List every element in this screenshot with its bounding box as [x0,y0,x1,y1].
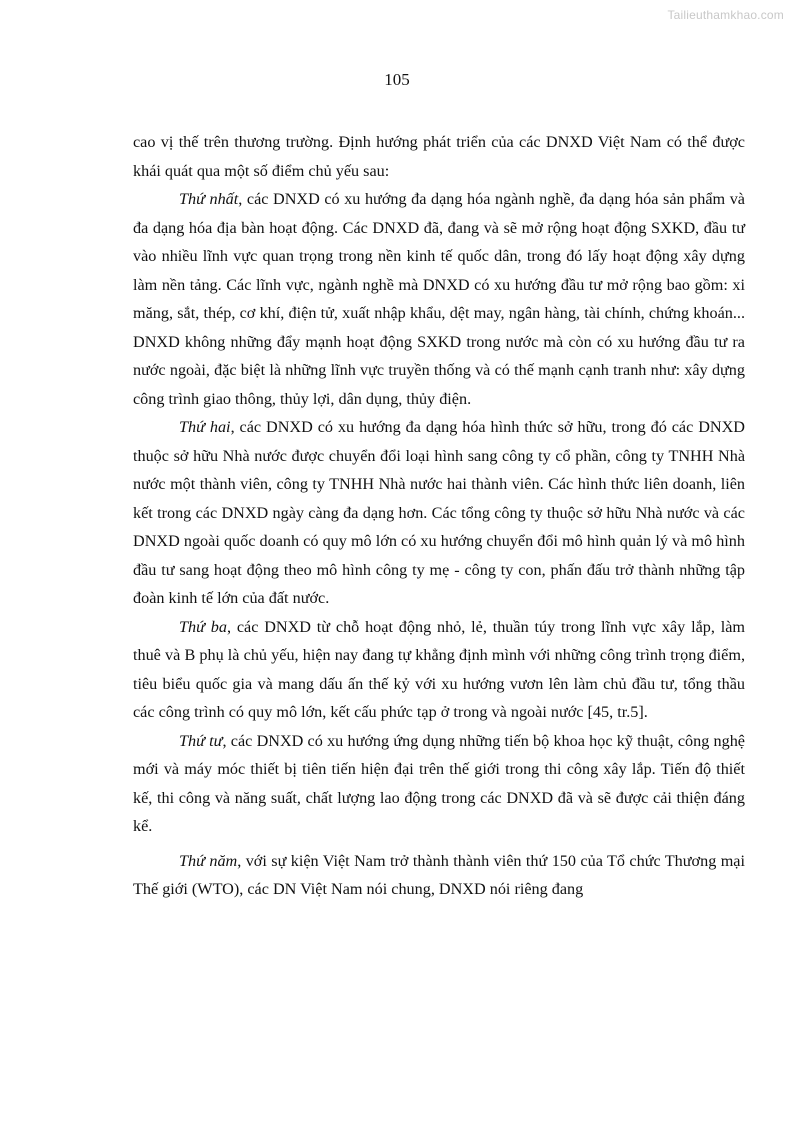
paragraph-thu-nam [133,847,745,904]
paragraph-text: , các DNXD có xu hướng đa dạng hóa hình thức sở hữu, trong đó các DNXD thuộc sở hữu Nhà nước được chuyển đổi loại hình sang công ty cổ phần, công ty TNHH Nhà nước một thành viên, công ty TNHH Nhà nước hai thành viên. Các hình thức liên doanh, liên kết trong các DNXD ngày càng đa dạng hơn. Các tổng công ty thuộc sở hữu Nhà nước và các DNXD ngoài quốc doanh có quy mô lớn có xu hướng chuyển đổi mô hình quản lý và mô hình đầu tư sang hoạt động theo mô hình công ty mẹ - công ty con, phấn đấu trở thành những tập đoàn kinh tế lớn của đất nước. [133,418,745,607]
paragraph-thu-ba [133,613,745,727]
paragraph-lead: Thứ hai [179,418,231,436]
paragraph-lead: Thứ năm [179,851,238,870]
paragraph-text: , các DNXD có xu hướng ứng dụng những tiến bộ khoa học kỹ thuật, công nghệ mới và máy móc thiết bị tiên tiến hiện đại trên thế giới trong thi công xây lắp. Tiến độ thiết kế, thi công và năng suất, chất lượng lao động trong các DNXD đã và sẽ được cải thiện đáng kể. [133,731,745,835]
paragraph-lead: Thứ tư [179,731,223,750]
paragraph-lead: Thứ nhất [179,190,239,208]
paragraph-text: , các DNXD từ chỗ hoạt động nhỏ, lẻ, thuần túy trong lĩnh vực xây lắp, làm thuê và B phụ là chủ yếu, hiện nay đang tự khẳng định mình với những công trình trọng điểm, tiêu biểu quốc gia và mang dấu ấn thế kỷ với xu hướng vươn lên làm chủ đầu tư, tổng thầu các công trình có quy mô lớn, kết cấu phức tạp ở trong và ngoài nước [45, tr.5]. [133,617,746,721]
paragraph-thu-tu [133,727,745,841]
page-number: 105 [384,70,410,89]
watermark: Tailieuthamkhao.com [667,8,784,22]
document-body [133,128,745,904]
paragraph-text: , các DNXD có xu hướng đa dạng hóa ngành nghề, đa dạng hóa sản phẩm và đa dạng hóa địa bàn hoạt động. Các DNXD đã, đang và sẽ mở rộng hoạt động SXKD, đầu tư vào nhiều lĩnh vực quan trọng trong nền kinh tế quốc dân, trong đó lấy hoạt động xây dựng làm nền tảng. Các lĩnh vực, ngành nghề mà DNXD có xu hướng đầu tư mở rộng bao gồm: xi măng, sắt, thép, cơ khí, điện tử, xuất nhập khẩu, dệt may, ngân hàng, tài chính, chứng khoán... DNXD không những đẩy mạnh hoạt động SXKD trong nước mà còn có xu hướng đầu tư ra nước ngoài, đặc biệt là những lĩnh vực truyền thống và có thế mạnh cạnh tranh như: xây dựng công trình giao thông, thủy lợi, dân dụng, thủy điện. [133,190,745,408]
paragraph-lead: Thứ ba [179,617,227,636]
paragraph-thu-hai [133,413,745,613]
paragraph-thu-nhat [133,185,745,413]
paragraph-intro: cao vị thế trên thương trường. Định hướng phát triển của các DNXD Việt Nam có thể được khái quát qua một số điểm chủ yếu sau: [133,133,745,180]
paragraph-text: , với sự kiện Việt Nam trở thành thành viên thứ 150 của Tổ chức Thương mại Thế giới (WTO), các DN Việt Nam nói chung, DNXD nói riêng đang [133,851,745,898]
